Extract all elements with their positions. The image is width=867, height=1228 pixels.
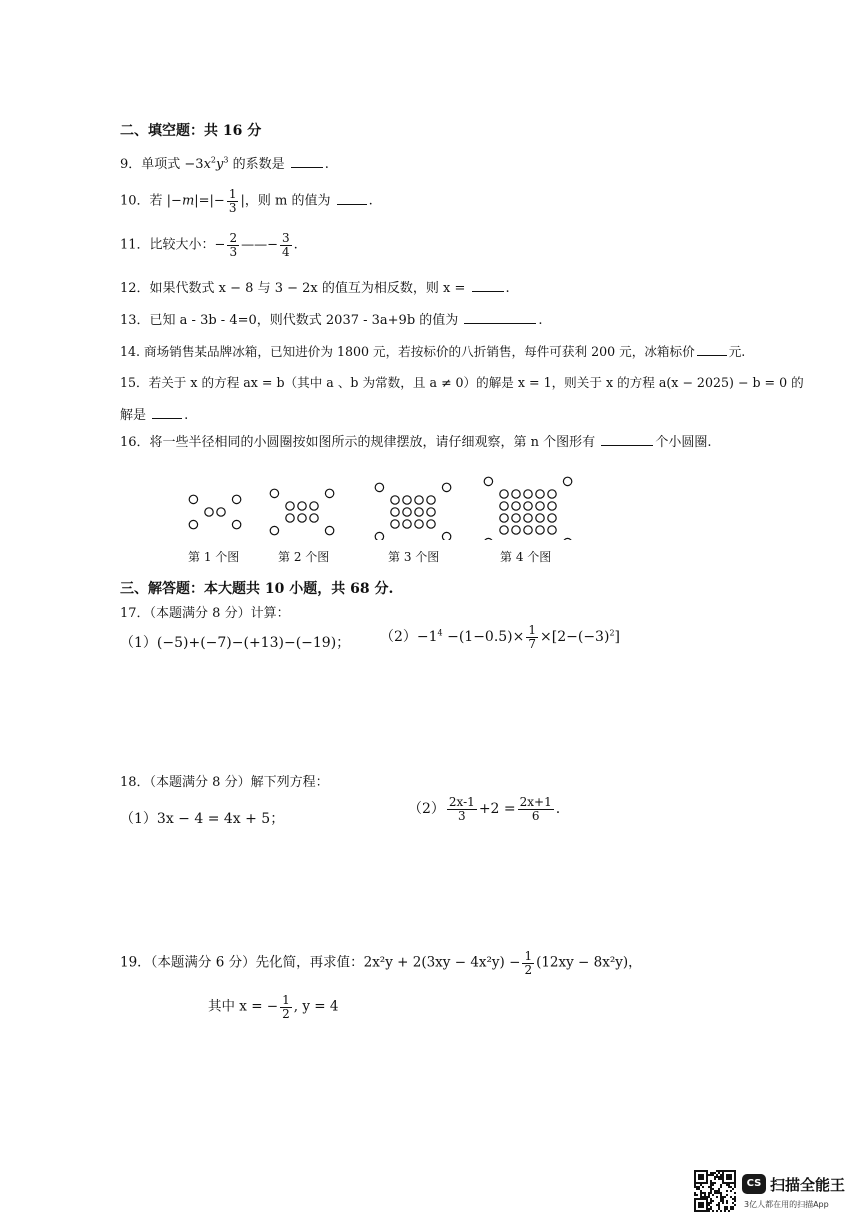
answer-blank-12[interactable] [472, 281, 504, 292]
corner-circle [442, 532, 450, 540]
section2-title: 二、填空题：共 16 分 [120, 123, 262, 139]
figure-caption-1: 第 1 个图 [188, 550, 240, 564]
pattern-circle [500, 526, 508, 534]
pattern-circle [403, 520, 411, 528]
pattern-circle [548, 526, 556, 534]
corner-circle [270, 489, 278, 497]
pattern-circle [415, 508, 423, 516]
pattern-circle [500, 514, 508, 522]
pattern-circle [310, 514, 318, 522]
answer-blank-10[interactable] [337, 194, 367, 205]
pattern-circle [205, 508, 213, 516]
corner-circle [484, 477, 492, 485]
pattern-circle [524, 514, 532, 522]
question-18-part2: （2） $\frac{2x-1}{3}$ +2 = $\frac{2x+1}{6}$ . [408, 795, 561, 823]
corner-circle [442, 483, 450, 491]
pattern-circle [286, 502, 294, 510]
question-17-part2: $(2)-1^4 -(1-0.5)\times$ $\frac{1}{7}$ $\times[2-(-3)^2]$ [380, 623, 620, 651]
pattern-circle [524, 490, 532, 498]
pattern-circle [524, 502, 532, 510]
pattern-circle [536, 526, 544, 534]
corner-circle [563, 477, 571, 485]
question-11: 11．比较大小：− $\frac{2}{3}$ ——− $\frac{3}{4}$ . [120, 231, 298, 259]
fraction: $\frac{1}{3}$ [228, 187, 237, 215]
corner-circle [563, 538, 571, 540]
pattern-circle [512, 490, 520, 498]
pattern-circle [217, 508, 225, 516]
circle-pattern-figure [0, 460, 867, 540]
pattern-circle [512, 502, 520, 510]
question-18-head: 18．（本题满分 8 分）解下列方程： [120, 775, 329, 790]
pattern-circle [298, 514, 306, 522]
question-13: 13．已知 a - 3b - 4=0，则代数式 2037 - 3a+9b 的值为 . [120, 313, 543, 328]
pattern-circle [415, 520, 423, 528]
camscanner-brand-name: 扫描全能王 [770, 1176, 846, 1194]
corner-circle [189, 495, 197, 503]
corner-circle [375, 483, 383, 491]
camscanner-tagline: 3亿人都在用的扫描App [744, 1200, 829, 1209]
question-15-line1: 15．若关于 x 的方程 ax = b（其中 a 、b 为常数，且 a ≠ 0）的解是 x = 1，则关于 x 的方程 a(x − 2025) − b = 0 的 [120, 375, 804, 390]
question-14: 14. 商场销售某品牌冰箱，已知进价为 1800 元，若按标价的八折销售，每件可获利 200 元，冰箱标价 元. [120, 344, 746, 359]
pattern-circle [548, 502, 556, 510]
pattern-circle [427, 508, 435, 516]
question-9: 9．单项式 $-3x^2y^3$ 的系数是 . [120, 155, 329, 172]
answer-blank-9[interactable] [291, 157, 323, 168]
answer-blank-11[interactable]: —— [241, 237, 268, 253]
question-18-part1: （1）3x − 4 = 4x + 5； [120, 811, 285, 827]
question-10: 10．若 |−m|=|− $\frac{1}{3}$ |，则 m 的值为 . [120, 187, 373, 215]
corner-circle [270, 526, 278, 534]
pattern-circle [427, 520, 435, 528]
question-19-condition: 其中 x = − $\frac{1}{2}$ , y = 4 [208, 993, 339, 1021]
pattern-circle [536, 502, 544, 510]
question-17-part1: （1）(−5)+(−7)−(+13)−(−19)； [120, 635, 351, 651]
pattern-circle [391, 496, 399, 504]
pattern-circle [500, 502, 508, 510]
pattern-circle [524, 526, 532, 534]
figure-caption-3: 第 3 个图 [388, 550, 440, 564]
corner-circle [375, 532, 383, 540]
corner-circle [189, 520, 197, 528]
pattern-circle [391, 508, 399, 516]
pattern-circle [298, 502, 306, 510]
pattern-circle [415, 496, 423, 504]
qr-code-icon [694, 1170, 736, 1212]
pattern-circle [548, 514, 556, 522]
answer-blank-15[interactable] [152, 408, 182, 419]
question-16: 16．将一些半径相同的小圆圈按如图所示的规律摆放，请仔细观察，第 n 个图形有 个小圆圈. [120, 435, 712, 450]
section3-title: 三、解答题：本大题共 10 小题，共 68 分. [120, 581, 394, 597]
corner-circle [325, 489, 333, 497]
pattern-circle [536, 490, 544, 498]
question-12: 12．如果代数式 x − 8 与 3 − 2x 的值互为相反数，则 x = . [120, 281, 510, 296]
pattern-circle [391, 520, 399, 528]
pattern-circle [286, 514, 294, 522]
pattern-circle [403, 496, 411, 504]
question-17-head: 17．（本题满分 8 分）计算： [120, 606, 290, 621]
camscanner-logo-badge: CS [742, 1174, 766, 1194]
pattern-circle [548, 490, 556, 498]
corner-circle [232, 520, 240, 528]
answer-blank-16[interactable] [601, 435, 653, 446]
pattern-circle [536, 514, 544, 522]
question-19: 19．（本题满分 6 分）先化简，再求值：2x²y + 2(3xy − 4x²y) − $\frac{1}{2}$ (12xy − 8x²y)， [120, 949, 642, 977]
figure-caption-4: 第 4 个图 [500, 550, 552, 564]
figure-caption-2: 第 2 个图 [278, 550, 330, 564]
pattern-circle [500, 490, 508, 498]
answer-blank-14[interactable] [697, 345, 727, 356]
question-15-line2: 解是 . [120, 408, 189, 423]
corner-circle [232, 495, 240, 503]
answer-blank-13[interactable] [464, 313, 536, 324]
pattern-circle [310, 502, 318, 510]
pattern-circle [403, 508, 411, 516]
pattern-circle [512, 514, 520, 522]
pattern-circle [512, 526, 520, 534]
corner-circle [484, 538, 492, 540]
pattern-circle [427, 496, 435, 504]
corner-circle [325, 526, 333, 534]
